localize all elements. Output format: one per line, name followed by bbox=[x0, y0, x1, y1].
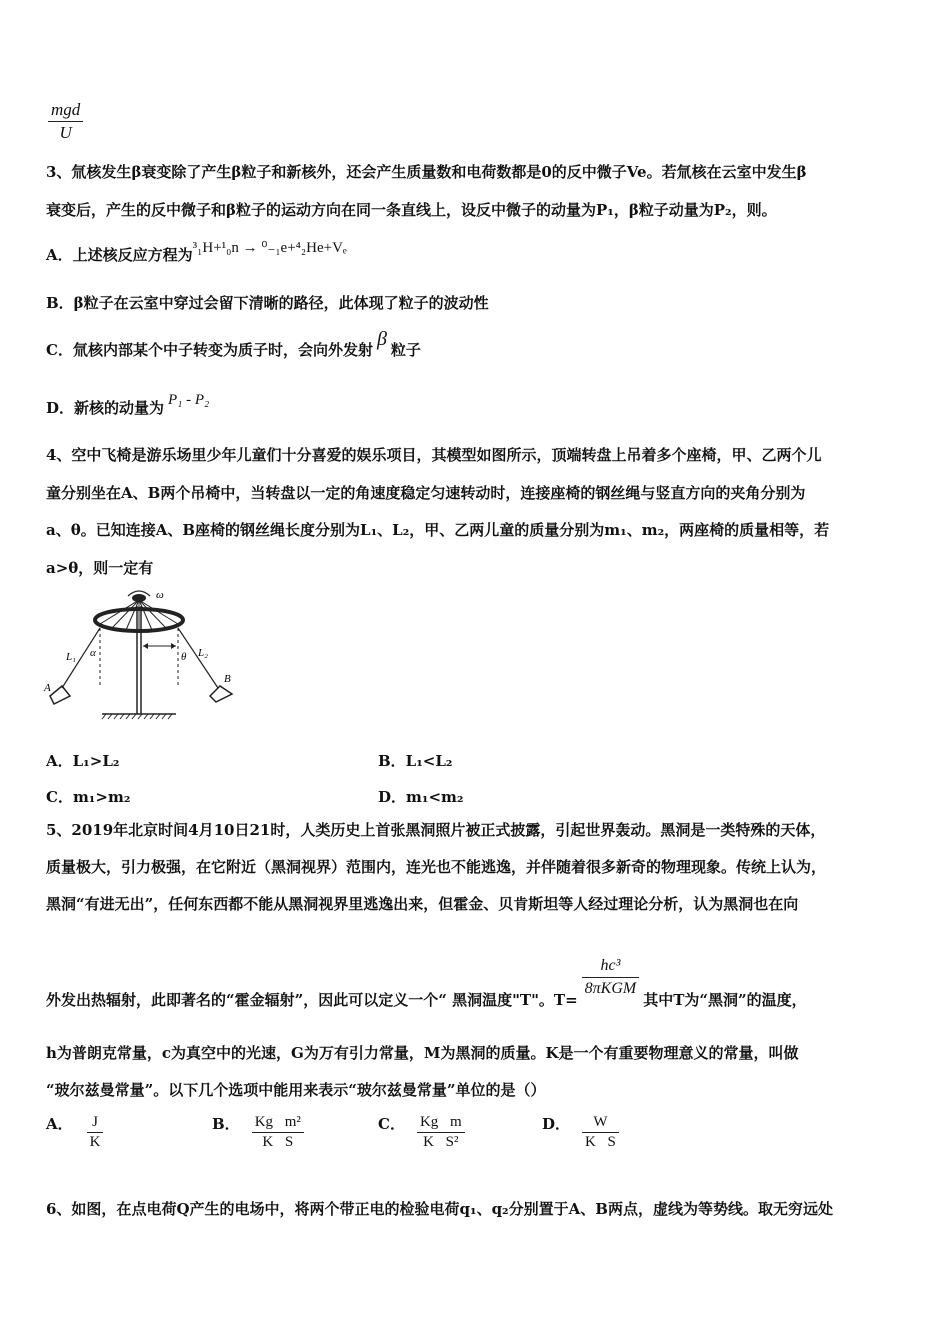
q5-option-c-fraction bbox=[417, 1114, 465, 1151]
q3-option-c-tail: 粒子 bbox=[390, 341, 421, 359]
q5-option-d-num: W bbox=[582, 1114, 619, 1133]
q5-line4-text-a: 外发出热辐射，此即著名的“霍金辐射”，因此可以定义一个“ 黑洞温度"T"。T= bbox=[46, 990, 578, 1009]
q4-option-b: B．L₁<L₂ bbox=[378, 752, 453, 770]
q3-line2: 衰变后，产生的反中微子和β粒子的运动方向在同一条直线上，设反中微子的动量为P₁，β粒子动量为P₂，则。 bbox=[46, 201, 777, 219]
q4-line2: 童分别坐在A、B两个吊椅中，当转盘以一定的角速度稳定匀速转动时，连接座椅的钢丝绳与竖直方向的夹角分别为 bbox=[46, 484, 806, 502]
label-alpha: α bbox=[90, 647, 96, 659]
q5-option-c bbox=[378, 1114, 465, 1151]
q5-option-d bbox=[542, 1114, 619, 1151]
q5-line2: 质量极大，引力极强，在它附近（黑洞视界）范围内，连光也不能逃逸，并伴随着很多新奇的物理现象。传统上认为， bbox=[46, 858, 827, 876]
q5-line4 bbox=[46, 956, 807, 1009]
q4-option-c: C．m₁>m₂ bbox=[46, 788, 131, 806]
q3-line1: 3、氚核发生β衰变除了产生β粒子和新核外，还会产生质量数和电荷数都是0的反中微子Ve。若氚核在云室中发生β bbox=[46, 163, 807, 181]
q3-option-c-label: C．氚核内部某个中子转变为质子时，会向外发射 bbox=[46, 341, 373, 359]
q5-option-a-num: J bbox=[87, 1114, 104, 1133]
q3-option-c-symbol: β bbox=[376, 328, 387, 350]
top-cap bbox=[132, 594, 146, 602]
q5-option-b-fraction bbox=[252, 1114, 304, 1151]
label-l2: L₂ bbox=[198, 647, 208, 659]
q3-option-d bbox=[46, 392, 210, 418]
label-l1: L₁ bbox=[66, 651, 76, 663]
q5-option-d-label: D． bbox=[542, 1114, 571, 1133]
q5-option-a-fraction bbox=[87, 1114, 104, 1151]
hawking-formula-numerator: hc³ bbox=[582, 956, 640, 978]
q5-option-d-den: K⃞S bbox=[585, 1134, 616, 1150]
q5-option-c-label: C． bbox=[378, 1114, 405, 1133]
top-fraction-denominator: U bbox=[59, 123, 72, 142]
q3-option-d-formula: P₁ - P₂ bbox=[168, 392, 210, 408]
q4-line3: a、θ。已知连接A、B座椅的钢丝绳长度分别为L₁、L₂，甲、乙两儿童的质量分别为m₁、m₂，两座椅的质量相等，若 bbox=[46, 521, 830, 539]
q5-option-b-num: Kg⃞m² bbox=[252, 1114, 304, 1133]
label-theta: θ bbox=[181, 651, 187, 663]
q5-option-b-den: K⃞S bbox=[262, 1134, 294, 1150]
q4-line4: a>θ，则一定有 bbox=[46, 559, 154, 577]
top-fraction-numerator: mgd bbox=[48, 100, 83, 122]
q5-option-a bbox=[46, 1114, 103, 1151]
q5-option-a-den: K bbox=[89, 1134, 101, 1150]
hawking-temperature-formula bbox=[582, 956, 640, 999]
q4-line1: 4、空中飞椅是游乐场里少年儿童们十分喜爱的娱乐项目，其模型如图所示，顶端转盘上吊着多个座椅，甲、乙两个儿 bbox=[46, 446, 822, 464]
label-b: B bbox=[224, 673, 231, 685]
label-a: A bbox=[44, 682, 51, 694]
q3-option-a-formula: ³₁H+¹₀n → ⁰₋₁e+⁴₂He+Vₑ bbox=[192, 240, 347, 256]
omega-label: ω bbox=[156, 589, 164, 601]
hawking-formula-denominator: 8πKGM bbox=[584, 980, 637, 997]
q5-line6: “玻尔兹曼常量”。以下几个选项中能用来表示“玻尔兹曼常量”单位的是（） bbox=[46, 1081, 546, 1099]
q5-line1: 5、2019年北京时间4月10日21时，人类历史上首张黑洞照片被正式披露，引起世界轰动。黑洞是一类特殊的天体， bbox=[46, 821, 826, 839]
q5-option-a-label: A． bbox=[46, 1114, 73, 1133]
q5-option-b-label: B． bbox=[212, 1114, 240, 1133]
q3-option-a-label: A．上述核反应方程为 bbox=[46, 246, 193, 264]
seat-b bbox=[210, 686, 232, 702]
q5-option-c-den: K⃞S² bbox=[423, 1134, 459, 1150]
q6-line1: 6、如图，在点电荷Q产生的电场中，将两个带正电的检验电荷q₁、q₂分别置于A、B两点，虚线为等势线。取无穷远处 bbox=[46, 1200, 833, 1218]
q3-option-a bbox=[46, 240, 347, 265]
flying-chair-figure bbox=[40, 584, 250, 724]
q5-line3: 黑洞“有进无出”，任何东西都不能从黑洞视界里逃逸出来，但霍金、贝肯斯坦等人经过理论分析，认为黑洞也在向 bbox=[46, 895, 799, 913]
q3-option-c bbox=[46, 328, 421, 361]
q5-option-c-num: Kg⃞m bbox=[417, 1114, 465, 1133]
top-fraction bbox=[48, 100, 83, 143]
q5-option-d-fraction bbox=[582, 1114, 619, 1151]
q3-option-b: B．β粒子在云室中穿过会留下清晰的路径，此体现了粒子的波动性 bbox=[46, 294, 489, 312]
canopy-ribs bbox=[100, 600, 178, 631]
q3-option-d-label: D．新核的动量为 bbox=[46, 399, 165, 417]
q4-option-d: D．m₁<m₂ bbox=[378, 788, 464, 806]
q5-option-b bbox=[212, 1114, 304, 1151]
seat-a bbox=[50, 686, 70, 704]
q5-line5: h为普朗克常量，c为真空中的光速，G为万有引力常量，M为黑洞的质量。K是一个有重要物理意义的常量，叫做 bbox=[46, 1044, 799, 1062]
q5-line4-text-b: 其中T为“黑洞”的温度， bbox=[643, 990, 807, 1009]
q4-option-a: A．L₁>L₂ bbox=[46, 752, 120, 770]
